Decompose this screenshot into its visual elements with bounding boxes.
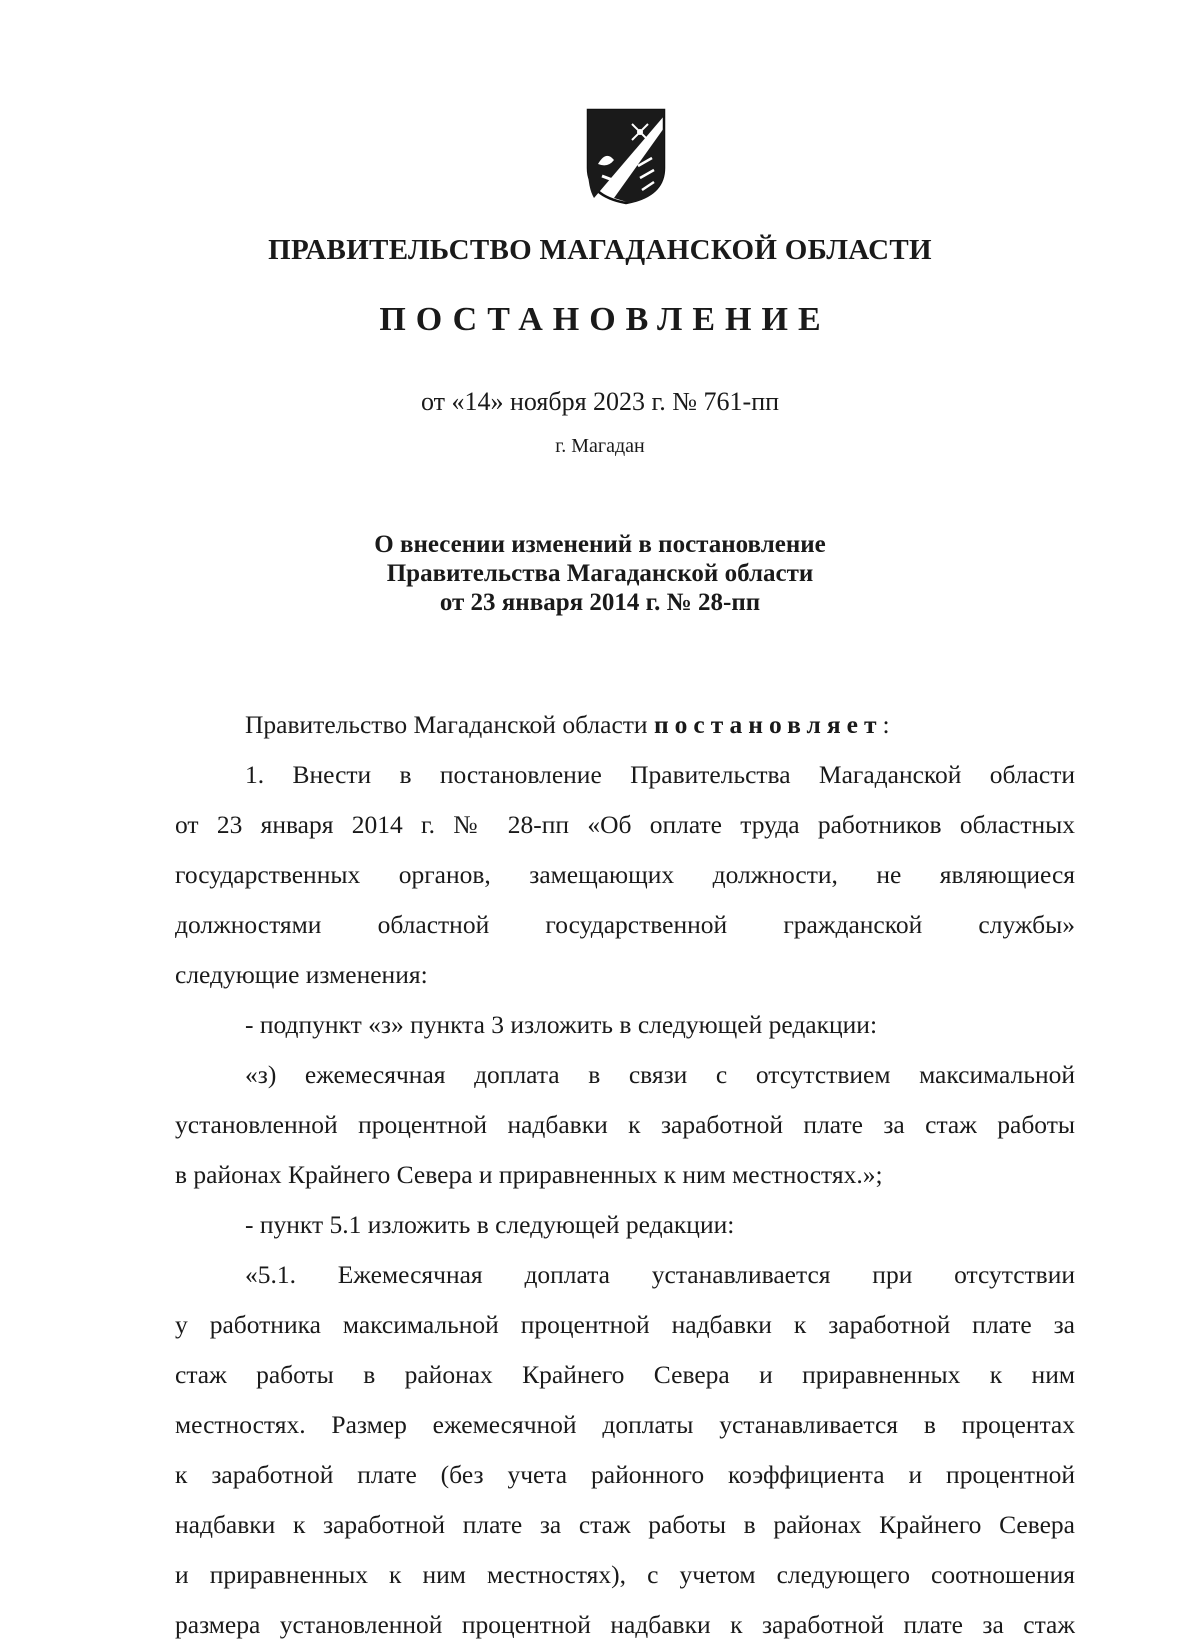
body-line: установленной процентной надбавки к заработной плате за стаж работы [175,1110,1075,1139]
preamble-paragraph [175,700,1075,750]
body-line: к заработной плате (без учета районного коэффициента и процентной [175,1460,1075,1489]
body-line: размера установленной процентной надбавки к заработной плате за стаж [175,1610,1075,1639]
document-date-number: от «14» ноября 2023 г. № 761-пп [420,387,780,416]
body-line: от 23 января 2014 г. № 28-пп «Об оплате труда работников областных [175,810,1075,839]
body-line: местностях. Размер ежемесячной доплаты устанавливается в процентах [175,1410,1075,1439]
body-line: стаж работы в районах Крайнего Севера и приравненных к ним [175,1360,1075,1389]
body-line: надбавки к заработной плате за стаж работы в районах Крайнего Севера [175,1510,1075,1539]
body-line: у работника максимальной процентной надбавки к заработной плате за [175,1310,1075,1339]
organization-title: ПРАВИТЕЛЬСТВО МАГАДАНСКОЙ ОБЛАСТИ [268,234,932,266]
body-line: государственных органов, замещающих должности, не являющиеся [175,860,1075,889]
preamble-verb: постановляет [653,710,883,739]
preamble-colon: : [882,710,890,739]
body-line: следующие изменения: [175,960,428,989]
body-line: «з) ежемесячная доплата в связи с отсутствием максимальной [245,1060,1075,1089]
body-line: «5.1. Ежемесячная доплата устанавливается при отсутствии [245,1260,1075,1289]
body-line: должностями областной государственной гражданской службы» [175,910,1075,939]
document-type-title: ПОСТАНОВЛЕНИЕ [379,301,831,338]
coat-of-arms-emblem [584,106,668,206]
body-line: и приравненных к ним местностях), с учетом следующего соотношения [175,1560,1075,1589]
document-body [175,700,1075,1650]
body-line: - подпункт «з» пункта 3 изложить в следующей редакции: [245,1010,878,1039]
subject-line: Правительства Магаданской области [386,560,814,587]
document-subject [0,530,1200,617]
document-city: г. Магадан [555,435,645,457]
preamble-text: Правительство Магаданской области [245,710,654,739]
body-line: - пункт 5.1 изложить в следующей редакции: [245,1210,735,1239]
subject-line: О внесении изменений в постановление [374,531,826,558]
subject-line: от 23 января 2014 г. № 28-пп [439,589,761,616]
body-line: 1. Внести в постановление Правительства Магаданской области [245,760,1075,789]
body-line: в районах Крайнего Севера и приравненных к ним местностях.»; [175,1160,883,1189]
